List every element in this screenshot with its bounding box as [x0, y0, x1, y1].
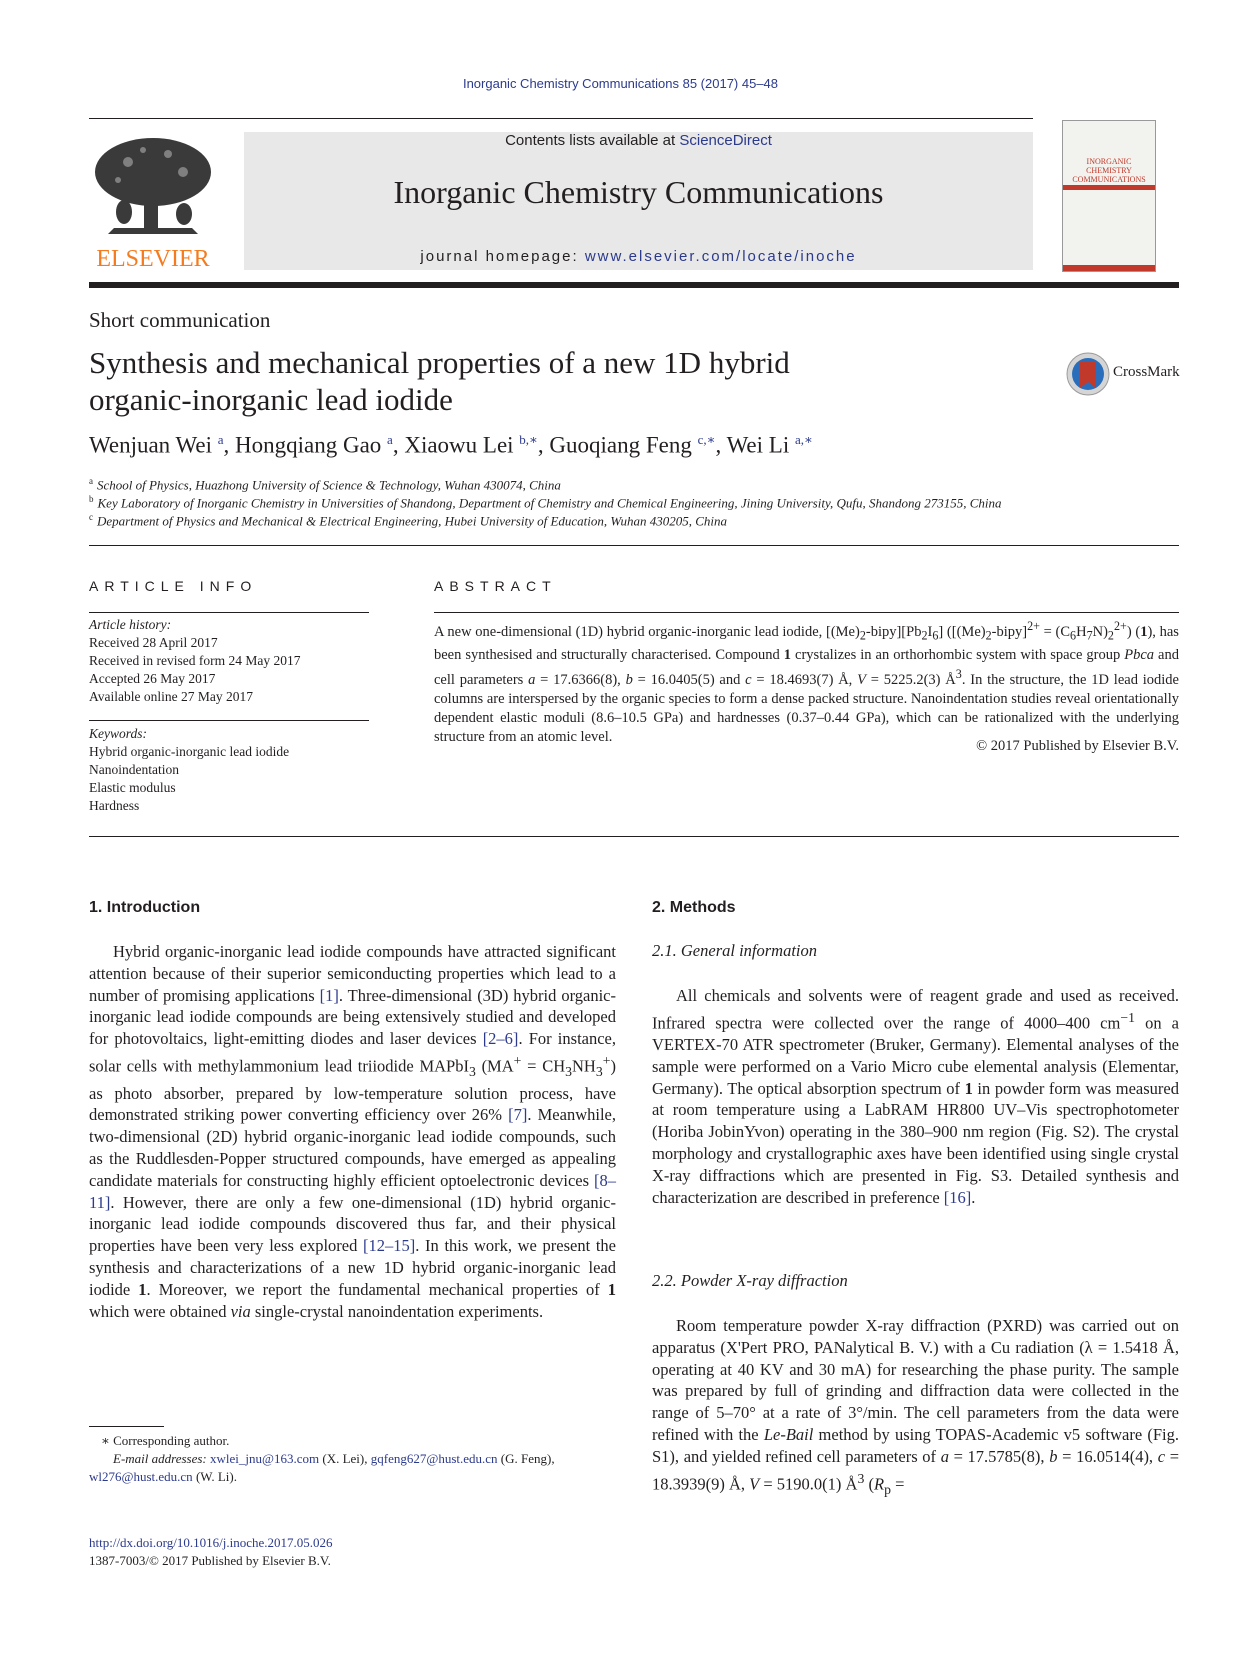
header-top-rule [89, 118, 1033, 119]
elsevier-wordmark: ELSEVIER [96, 246, 210, 272]
email-owner: (W. Li). [192, 1469, 237, 1484]
history-label: Article history: [89, 617, 172, 632]
email-footnote-cont [89, 1468, 237, 1486]
general-info-body: All chemicals and solvents were of reagent grade and used as received. Infrared spectra were collected over the range of 4000–400 $cm^{-1}$ on a VERTEX-70 ATR spectrometer (Bruker, Germany). Elemental analyses of the sample were performed on a Vario Micro cube elemental analysis (Elementar, Germany). The optical absorption spectrum of 1 in powder form was measured at room temperature using a LabRAM HR800 UV–Vis spectrophotometer (Horiba JobinYvon) operating in the 380–900 nm region (Fig. S2). The crystal morphology and crystallographic axes have been identified using single crystal X-ray diffractions which are presented in Fig. S3. Detailed synthesis and characterization are described in preference [16]. [652, 986, 1179, 1207]
article-type: Short communication [89, 308, 271, 332]
intro-heading: 1. Introduction [89, 899, 201, 916]
article-info-heading: ARTICLE INFO [89, 578, 258, 594]
issn-line: 1387-7003/© 2017 Published by Elsevier B.V. [89, 1553, 331, 1568]
author-name: Hongqiang Gao [235, 432, 382, 458]
pxrd-body: Room temperature powder X-ray diffraction (PXRD) was carried out on apparatus (X'Pert PRO, PANalytical B. V.) with a Cu radiation (λ = 1.5418 Å, operating at 40 KV and 30 mA) for researching the phase purity. The sample was prepared by full of grinding and diffraction data were collected in the range of 5–70° at a rate of 3°/min. The cell parameters from the data were refined with the Le-Bail method by using TOPAS-Academic v5 software (Fig. S1), and yielded refined cell parameters of a = 17.5785(8), b = 16.0514(4), c = 18.3939(9) Å, V = 5190.0(1) $Å^3$ ($R_p$ = [652, 1316, 1180, 1497]
citation-link[interactable]: [8–11] [89, 1170, 616, 1212]
email-link-feng[interactable]: gqfeng627@hust.edu.cn [370, 1451, 498, 1466]
article-history [89, 616, 300, 706]
author-affil-link[interactable]: a,∗ [794, 432, 813, 447]
keywords-label: Keywords: [89, 726, 147, 741]
citation-link[interactable]: [7] [508, 1105, 528, 1125]
crossmark-icon[interactable] [1066, 352, 1110, 401]
abstract-heading: ABSTRACT [434, 578, 557, 594]
abstract-rule [434, 612, 1179, 613]
author-list: Wenjuan Wei $^a$, Hongqiang Gao $^a$, Xiaowu Lei $^{b,∗}$, Guoqiang Feng $^{c,∗}$, Wei Li $^{a,∗}$ [89, 432, 813, 458]
affiliation-c [89, 512, 727, 529]
contents-prefix: Contents lists available at [505, 132, 680, 149]
keywords-rule [89, 720, 369, 721]
keyword-item: Hybrid organic-inorganic lead iodide [89, 744, 290, 759]
general-info-heading: 2.1. General information [652, 941, 817, 960]
keyword-item: Elastic modulus [89, 780, 176, 795]
email-link-li[interactable]: wl276@hust.edu.cn [89, 1469, 193, 1484]
author-name: Wenjuan Wei [89, 432, 212, 458]
affil-marker: c [89, 512, 93, 522]
author-affil-link[interactable]: a [387, 432, 393, 447]
citation-link[interactable]: [12–15] [363, 1236, 416, 1256]
abstract-body: A new one-dimensional (1D) hybrid organic-inorganic lead iodide, $[(Me)_2-bipy][Pb_2I_6]$ $([(Me)_2-bipy]^{2+} = (C_6H_7N)_2^{2+})$ (1), has been synthesised and structurally characterised. Compound 1 crystalizes in an orthorhombic system with space group Pbca and cell parameters a = 17.6366(8), b = 16.0405(5) and c = 18.4693(7) Å, V = 5225.2(3) $Å^3$. In the structure, the 1D lead iodide columns are interspersed by the organic species to form a dense packed structure. Nanoindentation studies reveal orientationally dependent elastic moduli (8.6–10.5 GPa) and hardnesses (0.37–0.44 GPa), which can be rationalized with the underlying structure from an atomic level. [434, 619, 1179, 745]
article-title: Synthesis and mechanical properties of a new 1D hybrid organic-inorganic lead iodide [89, 345, 790, 417]
keyword-item: Nanoindentation [89, 762, 179, 777]
cover-title: INORGANIC CHEMISTRY COMMUNICATIONS [1072, 157, 1146, 184]
affil-text: Key Laboratory of Inorganic Chemistry in Universities of Shandong, Department of Chemistry and Chemical Engineering, Jining University, Qufu, Shandong 273155, China [97, 495, 1002, 511]
history-revised: Received in revised form 24 May 2017 [89, 653, 301, 668]
email-label: E-mail addresses: [113, 1451, 207, 1466]
journal-homepage [244, 248, 1033, 265]
email-owner: (G. Feng), [497, 1451, 555, 1466]
email-link-lei[interactable]: xwlei_jnu@163.com [210, 1451, 320, 1466]
doi-block [89, 1534, 333, 1570]
email-owner: (X. Lei), [319, 1451, 371, 1466]
affil-marker: a [89, 476, 93, 486]
methods-heading: 2. Methods [652, 899, 736, 916]
affiliations-rule [89, 545, 1179, 546]
homepage-link[interactable]: www.elsevier.com/locate/inoche [584, 248, 857, 265]
history-received: Received 28 April 2017 [89, 635, 218, 650]
article-info-rule [89, 612, 369, 613]
crossmark-label[interactable]: CrossMark [1113, 364, 1180, 380]
affil-marker: b [89, 494, 94, 504]
journal-cover-thumbnail[interactable] [1062, 120, 1156, 272]
affil-text: Department of Physics and Mechanical & Electrical Engineering, Hubei University of Education, Wuhan 430205, China [97, 513, 728, 529]
author-name: Wei Li [726, 432, 790, 458]
affil-text: School of Physics, Huazhong University of Science & Technology, Wuhan 430074, China [97, 477, 561, 493]
intro-body: Hybrid organic-inorganic lead iodide compounds have attracted significant attention because of their superior semiconducting properties which lead to a number of promising applications [1]. Three-dimensional (3D) hybrid organic-inorganic lead iodide compounds are being extensively studied and developed for photovoltaics, light-emitting diodes and laser devices [2–6]. For instance, solar cells with methylammonium lead triiodide MAPbI$_3$ $(MA^+ = CH_3NH_3^+)$ as photo absorber, prepared by low-temperature solution process, have demonstrated striking power converting efficiency over 26% [7]. Meanwhile, two-dimensional (2D) hybrid organic-inorganic lead iodide compounds, such as the Ruddlesden-Popper structured compounds, have emerged as appealing candidate materials for constructing highly efficient optoelectronic devices [8–11]. However, there are only a few one-dimensional (1D) hybrid organic-inorganic lead iodide compounds discovered thus far, and their physical properties have been very less explored [12–15]. In this work, we present the synthesis and characterizations of a new 1D hybrid organic-inorganic lead iodide 1. Moreover, we report the fundamental mechanical properties of 1 which were obtained via single-crystal nanoindentation experiments. [89, 942, 616, 1321]
front-matter-rule [89, 836, 1179, 837]
citation-link[interactable]: [2–6] [482, 1029, 519, 1049]
author-name: Guoqiang Feng [549, 432, 692, 458]
keyword-item: Hardness [89, 798, 140, 813]
doi-link[interactable]: http://dx.doi.org/10.1016/j.inoche.2017.05.026 [89, 1535, 333, 1550]
abstract-copyright: © 2017 Published by Elsevier B.V. [976, 738, 1179, 754]
journal-reference[interactable]: Inorganic Chemistry Communications 85 (2017) 45–48 [462, 76, 779, 91]
keywords [89, 725, 289, 815]
affiliation-a [89, 476, 561, 493]
history-accepted: Accepted 26 May 2017 [89, 671, 216, 686]
citation-link[interactable]: [16] [943, 1187, 972, 1207]
cover-band [1063, 185, 1155, 190]
contents-line [244, 132, 1033, 149]
email-footnote [89, 1450, 623, 1468]
affiliation-b [89, 494, 1002, 511]
footnote-rule [89, 1426, 164, 1427]
homepage-prefix: journal homepage: [420, 248, 585, 265]
corresponding-author-note: ∗ Corresponding author. [101, 1433, 230, 1448]
history-online: Available online 27 May 2017 [89, 689, 253, 704]
author-name: Xiaowu Lei [404, 432, 514, 458]
cover-bottom-band [1063, 265, 1155, 271]
header-thick-rule [89, 282, 1179, 288]
pxrd-heading: 2.2. Powder X-ray diffraction [652, 1271, 848, 1290]
citation-link[interactable]: [1] [319, 985, 339, 1005]
author-affil-link[interactable]: c,∗ [697, 432, 716, 447]
author-affil-link[interactable]: a [217, 432, 224, 447]
sciencedirect-link[interactable]: ScienceDirect [679, 132, 772, 149]
author-affil-link[interactable]: b,∗ [519, 432, 538, 447]
journal-name: Inorganic Chemistry Communications [393, 174, 884, 210]
